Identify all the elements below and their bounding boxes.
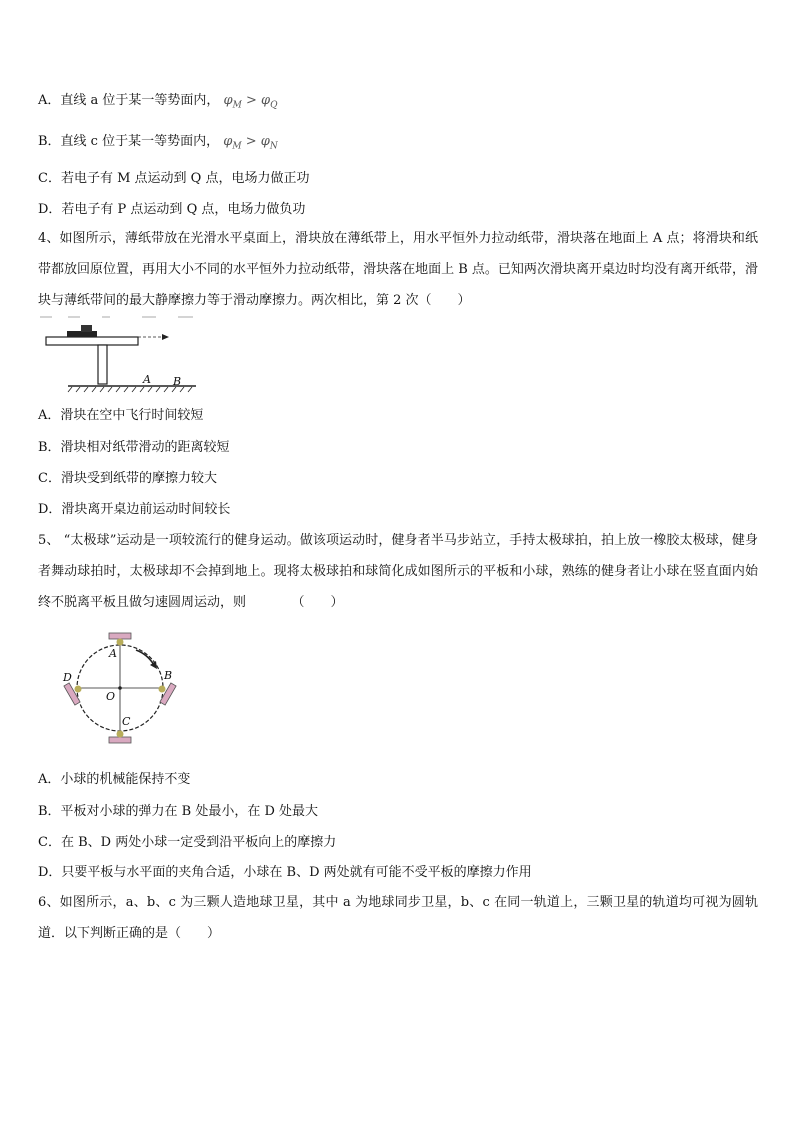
- q3-option-d: D．若电子有 P 点运动到 Q 点，电场力做负功: [38, 202, 306, 217]
- q4-figure-table-diagram: [38, 316, 213, 396]
- ball-d: [75, 686, 82, 693]
- q3-option-a: [38, 89, 278, 111]
- center-point: [118, 686, 122, 690]
- q4-option-c: C．滑块受到纸带的摩擦力较大: [38, 471, 217, 486]
- q3-option-b: [38, 130, 278, 152]
- ball-c: [117, 731, 124, 738]
- rotation-arrow: [136, 650, 154, 665]
- tabletop: [46, 337, 138, 345]
- q4-stem: 4、如图所示，薄纸带放在光滑水平桌面上，滑块放在薄纸带上，用水平恒外力拉动纸带，滑块落在地面上 A 点；将滑块和纸带都放回原位置，再用大小不同的水平恒外力拉动纸带，滑块落在地面上 B 点。已知两次滑块离开桌边时均没有离开纸带，滑块与薄纸带间的最大静摩擦力等于滑动摩擦力。两次相比，第 2 次（ ）: [38, 231, 758, 308]
- slider-knob: [81, 325, 92, 332]
- label-a: A: [109, 647, 117, 660]
- q6-stem: 6、如图所示，a、b、c 为三颗人造地球卫星，其中 a 为地球同步卫星，b、c 在同一轨道上，三颗卫星的轨道均可视为圆轨道．以下判断正确的是（ ）: [38, 895, 758, 941]
- ball-a: [117, 639, 124, 646]
- paddle-c: [109, 737, 131, 743]
- table-leg: [98, 345, 107, 384]
- q3-option-c: C．若电子有 M 点运动到 Q 点，电场力做正功: [38, 171, 310, 186]
- q5-option-b: B．平板对小球的弹力在 B 处最小，在 D 处最大: [38, 804, 319, 819]
- q4-option-d: D．滑块离开桌边前运动时间较长: [38, 502, 231, 517]
- label-b: B: [164, 669, 173, 682]
- q3-option-b-formula: $\varphi_M > \varphi_N$: [223, 134, 278, 152]
- q3-option-a-text: A．直线 a 位于某一等势面内，: [38, 93, 220, 108]
- q3-option-b-text: B．直线 c 位于某一等势面内，: [38, 134, 220, 149]
- q4-option-a: A．滑块在空中飞行时间较短: [38, 408, 204, 423]
- q5-taiji-ball-diagram: [54, 630, 184, 750]
- q5-option-c: C．在 B、D 两处小球一定受到沿平板向上的摩擦力: [38, 835, 337, 850]
- q5-option-d: D．只要平板与水平面的夹角合适，小球在 B、D 两处就有可能不受平板的摩擦力作用: [38, 865, 532, 880]
- ball-b: [159, 686, 166, 693]
- label-d: D: [63, 671, 72, 684]
- label-c: C: [122, 715, 131, 728]
- paddle-a: [109, 633, 131, 639]
- q5-stem: 5、 “太极球”运动是一项较流行的健身运动。做该项运动时，健身者半马步站立，手持太极球拍，拍上放一橡胶太极球，健身者舞动球拍时，太极球却不会掉到地上。现将太极球拍和球简化成如图所示的平板和小球，熟练的健身者让小球在竖直面内始终不脱离平板且做匀速圆周运动，则 （ ）: [38, 533, 758, 610]
- point-a-label: A: [143, 373, 151, 386]
- q4-option-b: B．滑块相对纸带滑动的距离较短: [38, 440, 230, 455]
- q5-option-a: A．小球的机械能保持不变: [38, 772, 191, 787]
- q3-option-a-formula: $\varphi_M > \varphi_Q$: [223, 93, 278, 111]
- label-o: O: [106, 690, 116, 703]
- point-b-label: B: [173, 375, 182, 388]
